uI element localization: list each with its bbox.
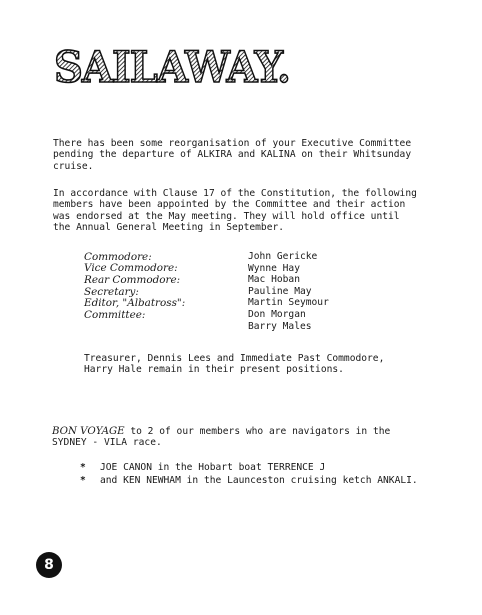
- remaining-paragraph: [84, 353, 444, 376]
- officer-name: Martin Seymour: [248, 297, 329, 309]
- remaining-line: Treasurer, Dennis Lees and Immediate Past Commodore,: [84, 353, 385, 364]
- list-item: [80, 474, 460, 487]
- officer-row: [84, 274, 384, 286]
- bon-voyage-line: [52, 426, 452, 437]
- masthead-title: SAILAWAY.: [54, 44, 290, 90]
- bon-voyage-lead: BON VOYAGE: [52, 426, 125, 437]
- officer-name: Barry Males: [248, 320, 312, 332]
- officer-role: Secretary:: [84, 285, 139, 298]
- officer-role: Committee:: [84, 308, 146, 321]
- officer-row: [84, 297, 384, 309]
- page-number-badge: 8: [36, 552, 62, 578]
- bon-voyage-line: SYDNEY - VILA race.: [52, 437, 162, 449]
- members-list: [80, 461, 460, 487]
- officer-name: Wynne Hay: [248, 262, 300, 274]
- list-item: [80, 461, 460, 474]
- officer-row: [84, 309, 384, 321]
- intro-line: pending the departure of ALKIRA and KALINA on their Whitsunday: [53, 149, 412, 161]
- officer-name: Don Morgan: [248, 309, 306, 321]
- bullet: *: [80, 474, 86, 486]
- bullet: *: [80, 461, 86, 473]
- intro-line: There has been some reorganisation of your Executive Committee: [53, 138, 412, 149]
- member-text: and KEN NEWHAM in the Launceston cruising ketch ANKALI.: [100, 474, 418, 486]
- member-text: JOE CANON in the Hobart boat TERRENCE J: [100, 461, 326, 473]
- clause-line: members have been appointed by the Committee and their action: [53, 199, 406, 211]
- officer-row: [84, 263, 384, 275]
- intro-paragraph: [53, 138, 453, 172]
- officer-row: [84, 251, 384, 263]
- officer-row: [84, 321, 384, 333]
- clause-line: was endorsed at the May meeting. They will hold office until: [53, 210, 400, 222]
- officer-name: John Gericke: [248, 251, 318, 263]
- bon-voyage-paragraph: [52, 426, 452, 449]
- clause-line: the Annual General Meeting in September.: [53, 222, 285, 234]
- masthead-logo: [52, 44, 302, 90]
- officer-role: Rear Commodore:: [84, 273, 181, 286]
- officer-role: Vice Commodore:: [84, 262, 178, 275]
- remaining-line: Harry Hale remain in their present positions.: [84, 364, 344, 376]
- bon-voyage-text: to 2 of our members who are navigators in the: [124, 426, 391, 437]
- officer-role: Commodore:: [84, 250, 152, 263]
- officer-row: [84, 286, 384, 298]
- officer-name: Mac Hoban: [248, 274, 300, 286]
- clause-paragraph: [53, 188, 453, 234]
- officer-role: Editor, "Albatross":: [84, 297, 186, 310]
- masthead-logo-art: [52, 44, 302, 90]
- officer-name: Pauline May: [248, 285, 312, 297]
- intro-line: cruise.: [53, 160, 94, 172]
- officers-list: [84, 251, 384, 332]
- clause-line: In accordance with Clause 17 of the Constitution, the following: [53, 188, 417, 199]
